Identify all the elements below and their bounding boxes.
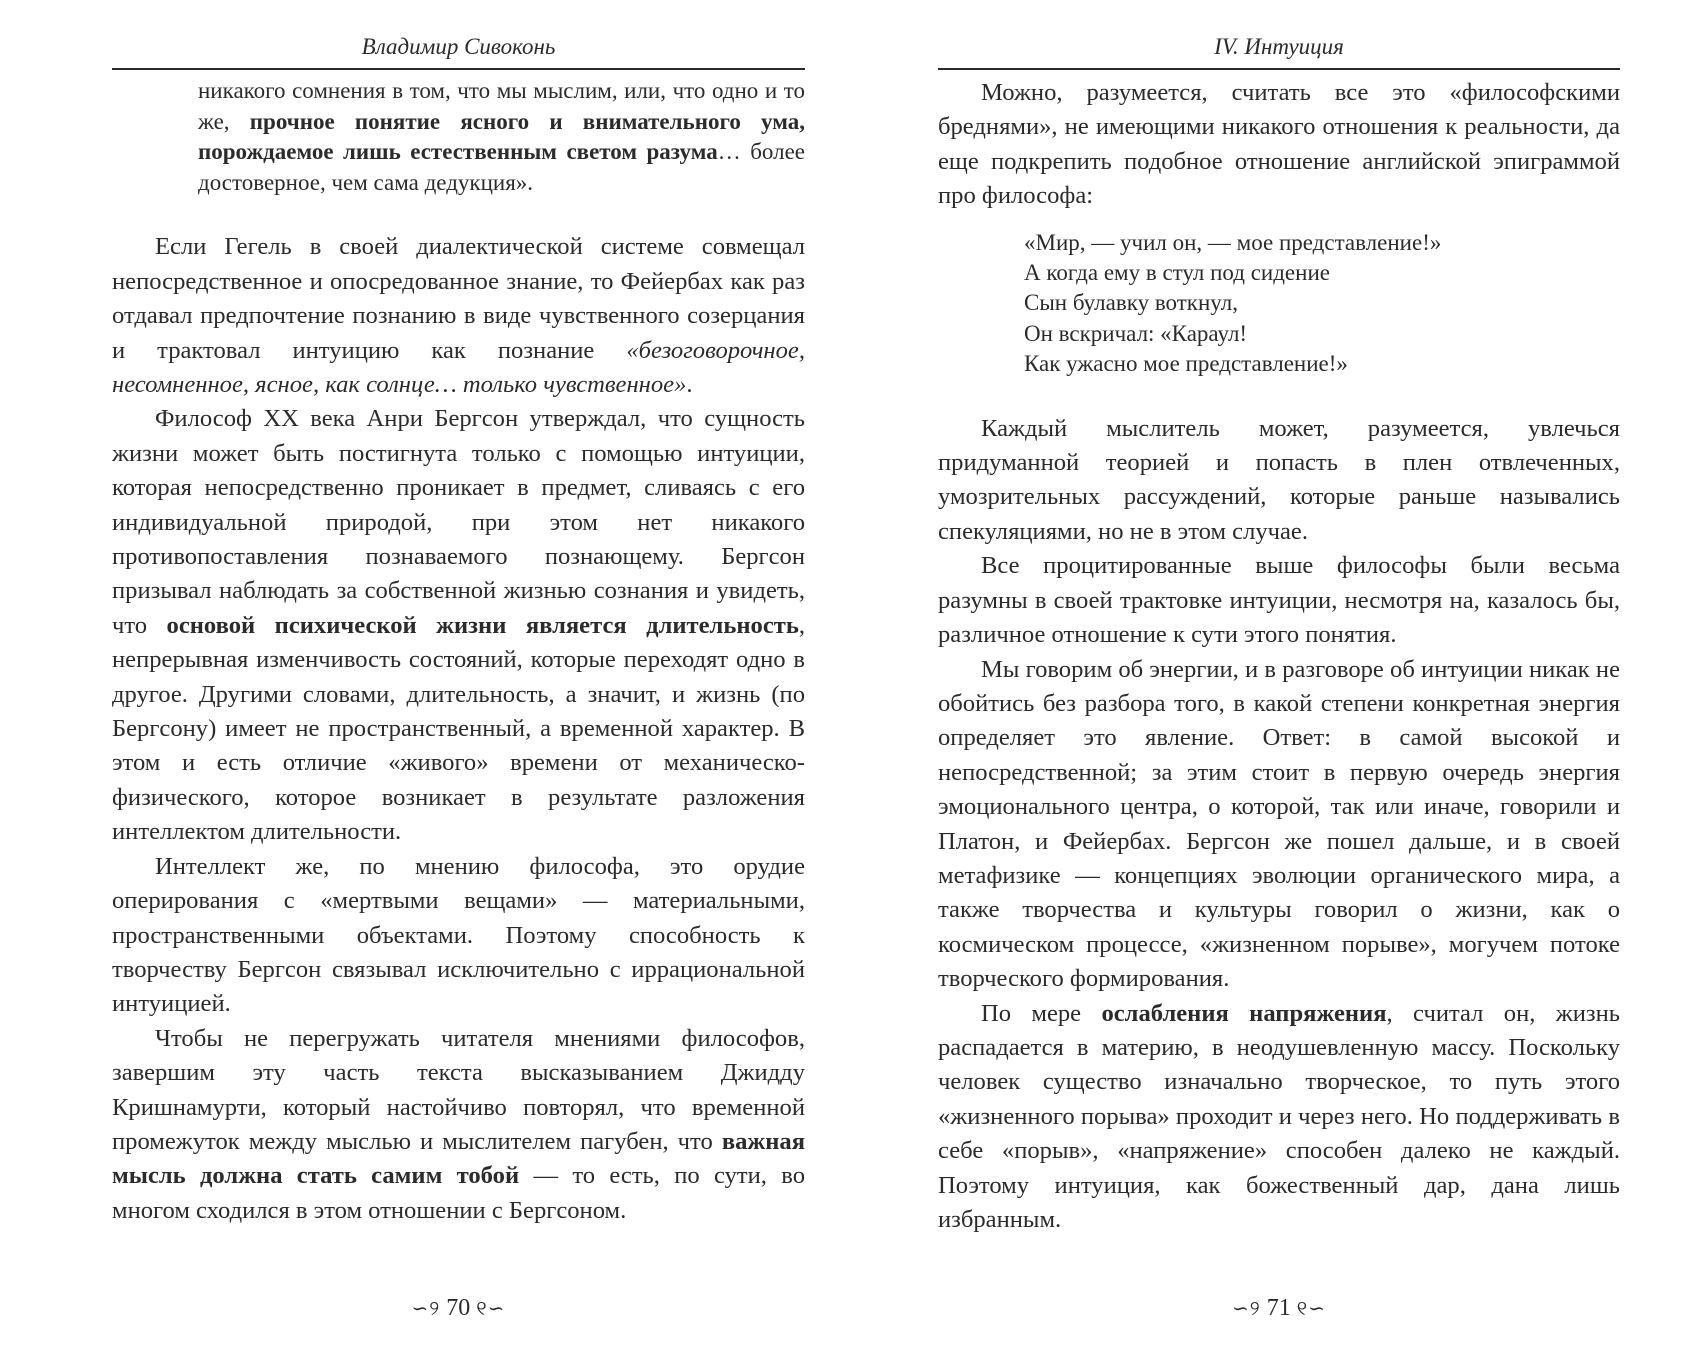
text-run: , непрерывная изменчивость состояний, которые переходят одно в другое. Другими словами, длительность, а значит, и жизнь (по Бергсону) имеет не пространственный, а временной характер. В этом и есть отличие «живого» времени от механическо-физического, которое возникает в результате разложения интеллектом длительности. <box>112 611 805 846</box>
right-page-text <box>938 76 1620 1237</box>
page-number-value: 71 <box>1266 1295 1291 1321</box>
quote-text: … более достоверное, чем сама дедукция». <box>198 139 805 195</box>
page-number-value: 70 <box>446 1295 471 1321</box>
text-run: Философ XX века Анри Бергсон утверждал, что сущность жизни может быть постигнута только с помощью интуиции, которая непосредственно проникает в предмет, сливаясь с его индивидуальной природой, при этом нет никакого противопоставления познаваемого познающему. Бергсон призывал наблюдать за собственной жизнью сознания и увидеть, что <box>112 405 805 639</box>
page-number <box>938 1293 1620 1324</box>
verse-line: Он вскричал: «Караул! <box>1024 320 1248 346</box>
paragraph: Интеллект же, по мнению философа, это орудие оперирования с «мертвыми вещами» — материальными, пространственными объектами. Поэтому способность к творчеству Бергсон связывал исключительно с иррациональной интуицией. <box>112 852 805 1018</box>
paragraph: Можно, разумеется, считать все это «философскими бреднями», не имеющими никакого отношения к реальности, да еще подкрепить подобное отношение английской эпиграммой про философа: <box>938 79 1620 210</box>
descartes-quote <box>198 76 805 198</box>
verse-line: А когда ему в стул под сидение <box>1024 260 1330 286</box>
italic-run: «безоговорочное, несомненное, ясное, как солнце… только чувственное» <box>112 336 805 398</box>
running-head-author: Владимир Сивоконь <box>112 26 805 70</box>
left-page-text <box>112 76 805 1228</box>
bold-run: важная мысль должна стать самим тобой <box>112 1127 805 1190</box>
running-head-chapter: IV. Интуиция <box>938 26 1620 70</box>
ornament-left-icon: ∽୨ <box>411 1298 441 1320</box>
paragraph: Мы говорим об энергии, и в разговоре об интуиции никак не обойтись без разбора того, в какой степени конкретная энергия определяет это явление. Ответ: в самой высокой и непосредственной; за этим стоит в первую очередь энергия эмоционального центра, о которой, так или иначе, говорили и Платон, и Фейербах. Бергсон же пошел дальше, и в своей метафизике — концепциях эволюции органического мира, а также творчества и культуры говорил о жизни, как о космическом процессе, «жизненном порыве», могучем потоке творческого формирования. <box>938 655 1620 993</box>
paragraph: Каждый мыслитель может, разумеется, увлечься придуманной теорией и попасть в плен отвлеченных, умозрительных рассуждений, которые раньше назывались спекуляциями, но не в этом случае. <box>938 414 1620 545</box>
ornament-right-icon: ୧∽ <box>476 1298 506 1320</box>
ornament-right-icon: ୧∽ <box>1296 1298 1326 1320</box>
paragraph <box>112 1022 805 1228</box>
bold-run: ослабления напряжения <box>1101 999 1387 1027</box>
text-run: . <box>686 371 693 398</box>
bold-run: основой психической жизни является длительность <box>166 611 799 639</box>
paragraph <box>112 230 805 402</box>
verse-line: Как ужасно мое представление!» <box>1024 351 1348 377</box>
paragraph <box>112 402 805 849</box>
verse-line: «Мир, — учил он, — мое представление!» <box>1024 229 1442 255</box>
text-run: По мере <box>981 999 1102 1027</box>
text-run: — то есть, по сути, во многом сходился в этом отношении с Бергсоном. <box>112 1162 805 1224</box>
text-run: Если Гегель в своей диалектической системе совмещал непосредственное и опосредованное знание, то Фейербах как раз отдавал предпочтение познанию в виде чувственного созерцания и трактовал интуицию как познание <box>112 233 805 364</box>
epigram-verse <box>1024 228 1620 380</box>
quote-text: никакого сомнения в том, что мы мыслим, или, что одно и то же, <box>198 78 805 134</box>
paragraph: Все процитированные выше философы были весьма разумны в своей трактовке интуиции, несмотря на, казалось бы, различное отношение к сути этого понятия. <box>938 552 1620 649</box>
verse-line: Сын булавку воткнул, <box>1024 290 1238 316</box>
quote-bold: прочное понятие ясного и внимательного ума, порождаемое лишь естественным светом разума <box>198 108 806 165</box>
text-run: , считал он, жизнь распадается в материю, в неодушевленную массу. Поскольку человек существо изначально творческое, то путь этого «жизненного порыва» проходит и через него. Но поддерживать в себе «порыв», «напряжение» способен далеко не каждый. Поэтому интуиция, как божественный дар, дана лишь избранным. <box>938 999 1620 1233</box>
ornament-left-icon: ∽୨ <box>1232 1298 1261 1320</box>
text-run: Чтобы не перегружать читателя мнениями философов, завершим эту часть текста высказыванием Джидду Кришнамурти, который настойчиво повторял, что временной промежуток между мыслью и мыслителем пагубен, что <box>112 1024 805 1155</box>
page-number <box>112 1293 805 1324</box>
paragraph <box>938 997 1620 1238</box>
